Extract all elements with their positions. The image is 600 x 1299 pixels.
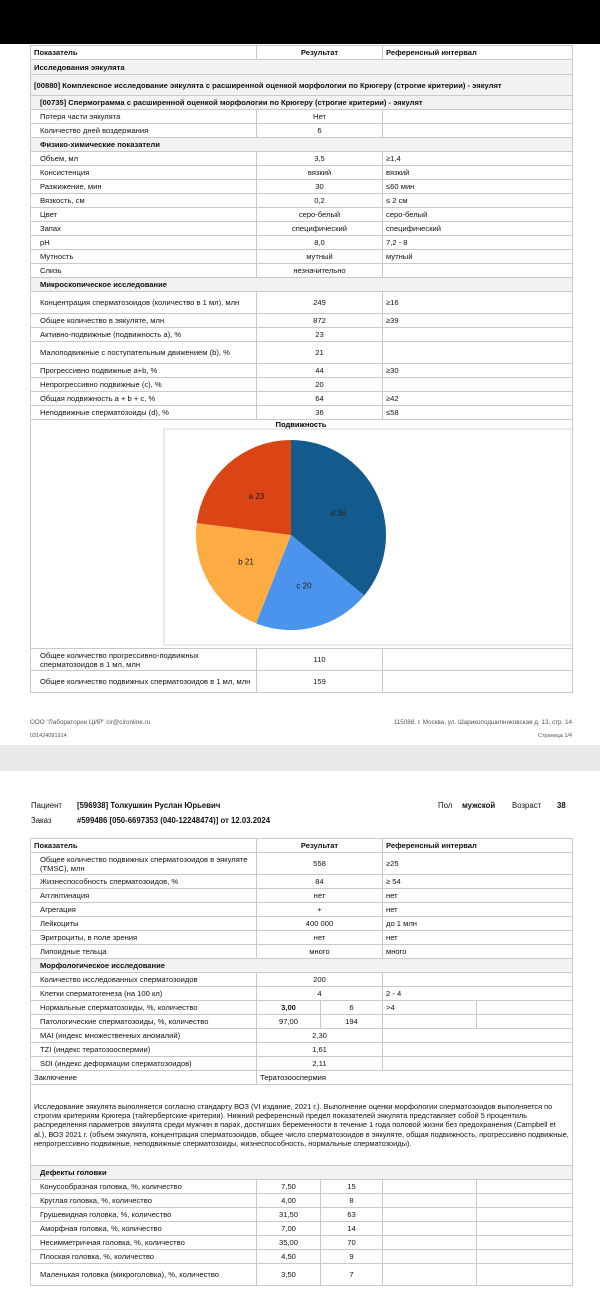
conclusion-row [31,1071,573,1085]
row-result: серо-белый [257,208,383,222]
table-header [31,839,573,853]
row-result: вязкий [257,166,383,180]
row-result: нет [257,889,383,903]
row-reference [383,1180,477,1194]
row-name: Лейкоциты [31,917,257,931]
table-row [31,314,573,328]
row-count: 8 [321,1194,383,1208]
row-result: 4 [257,987,383,1001]
pie-label-c: c 20 [296,581,312,591]
row-result: 200 [257,973,383,987]
section-row [31,278,573,292]
results-table-page1 [30,45,573,693]
footer-lab-name: ООО "Лаборатории ЦИР" cir@cironline.ru [30,719,151,726]
order-value: #599486 [050-6697353 (040-12248474)] от 12.03.2024 [77,816,271,825]
table-row [31,364,573,378]
row-name: Общее количество в эякуляте, млн [31,314,257,328]
row-result: 2,30 [257,1029,383,1043]
row-reference [383,1222,477,1236]
results-table-page2 [30,838,573,1286]
row-percent: 4,00 [257,1194,321,1208]
section-title: Дефекты головки [31,1166,573,1180]
chart-row [31,420,573,649]
order-label: Заказ [31,816,52,825]
footer-code: 031424091914 [30,733,67,739]
motility-pie-chart [31,420,571,646]
row-result: 84 [257,875,383,889]
row-extra [477,1250,573,1264]
table-row [31,1180,573,1194]
row-extra [477,1264,573,1286]
row-result: 64 [257,392,383,406]
age-value: 38 [557,801,566,810]
row-count: 14 [321,1222,383,1236]
table-row [31,903,573,917]
row-reference [383,1264,477,1286]
row-count: 194 [321,1015,383,1029]
row-result: + [257,903,383,917]
row-reference: вязкий [383,166,573,180]
row-name: Конусообразная головка, %, количество [31,1180,257,1194]
header-result: Результат [257,839,383,853]
section-title: Морфологическое исследование [31,959,573,973]
row-result: специфический [257,222,383,236]
table-row [31,194,573,208]
row-percent: 7,50 [257,1180,321,1194]
table-row [31,124,573,138]
table-row [31,166,573,180]
row-result: незначительно [257,264,383,278]
row-reference: ≥1,4 [383,152,573,166]
age-label: Возраст [512,801,542,810]
row-result: 6 [257,124,383,138]
pie-label-d: d 36 [330,508,347,518]
row-extra [477,1208,573,1222]
row-extra [477,1180,573,1194]
row-result: 400 000 [257,917,383,931]
row-percent: 97,00 [257,1015,321,1029]
table-row [31,1236,573,1250]
note-row [31,1085,573,1166]
row-reference: ≥30 [383,364,573,378]
table-row [31,292,573,314]
row-name: Агрегация [31,903,257,917]
row-reference [383,378,573,392]
row-percent: 31,50 [257,1208,321,1222]
row-name: Грушевидная головка, %, количество [31,1208,257,1222]
table-row [31,987,573,1001]
row-reference: специфический [383,222,573,236]
conclusion-label: Заключение [31,1071,257,1085]
table-row [31,649,573,671]
row-name: Неподвижные сперматозоиды (d), % [31,406,257,420]
row-name: Запах [31,222,257,236]
table-row [31,222,573,236]
sex-label: Пол [438,801,453,810]
row-name: Непрогрессивно подвижные (с), % [31,378,257,392]
row-reference [383,110,573,124]
row-reference [383,1015,477,1029]
row-name: Цвет [31,208,257,222]
row-result: 110 [257,649,383,671]
row-reference [383,342,573,364]
table-row [31,853,573,875]
top-status-bar [0,0,600,44]
table-row [31,236,573,250]
patient-value: [596938] Толкушкин Руслан Юрьевич [77,801,221,810]
row-count: 70 [321,1236,383,1250]
row-name: Разжижение, мин [31,180,257,194]
row-percent: 35,00 [257,1236,321,1250]
table-row [31,671,573,693]
table-row [31,945,573,959]
row-result: 36 [257,406,383,420]
row-reference: много [383,945,573,959]
row-name: Потеря части эякулята [31,110,257,124]
row-reference [383,264,573,278]
table-row [31,1250,573,1264]
section-row [31,138,573,152]
row-reference: нет [383,931,573,945]
row-result: 3,5 [257,152,383,166]
table-row [31,1222,573,1236]
row-result: 30 [257,180,383,194]
row-count: 6 [321,1001,383,1015]
table-row [31,1194,573,1208]
row-result: 558 [257,853,383,875]
section-title: Физико-химические показатели [31,138,573,152]
row-name: Плоская головка, %, количество [31,1250,257,1264]
row-result: 23 [257,328,383,342]
row-reference: нет [383,903,573,917]
pie-slice-a [197,440,291,535]
row-name: SDI (индекс деформации сперматозоидов) [31,1057,257,1071]
row-result: 159 [257,671,383,693]
pie-label-b: b 21 [238,557,254,567]
row-name: Агглютинация [31,889,257,903]
row-name: Количество дней воздержания [31,124,257,138]
row-result: 1,61 [257,1043,383,1057]
table-row [31,931,573,945]
row-name: Эритроциты, в поле зрения [31,931,257,945]
table-row [31,406,573,420]
row-reference: ≤60 мин [383,180,573,194]
row-name: pH [31,236,257,250]
row-name: Аморфная головка, %, количество [31,1222,257,1236]
header-indicator: Показатель [31,839,257,853]
section-row [31,96,573,110]
row-extra [477,1222,573,1236]
row-result: 872 [257,314,383,328]
section-title: Микроскопическое исследование [31,278,573,292]
row-name: Количество исследованных сперматозоидов [31,973,257,987]
table-row [31,1057,573,1071]
table-row [31,110,573,124]
row-reference: до 1 млн [383,917,573,931]
table-row [31,152,573,166]
row-name: Маленькая головка (микроголовка), %, количество [31,1264,257,1286]
row-reference [383,1043,573,1057]
row-result: 249 [257,292,383,314]
row-reference [383,649,573,671]
chart-title: Подвижность [275,420,327,429]
table-row [31,378,573,392]
row-count: 9 [321,1250,383,1264]
row-name: Общее количество прогрессивно-подвижных сперматозоидов в 1 мл, млн [31,649,257,671]
section-row [31,1166,573,1180]
row-reference: ≥39 [383,314,573,328]
table-row [31,250,573,264]
row-count: 15 [321,1180,383,1194]
table-row [31,208,573,222]
section-row [31,75,573,96]
row-name: Слизь [31,264,257,278]
row-result: Нет [257,110,383,124]
row-reference: 7,2 - 8 [383,236,573,250]
row-result: 0,2 [257,194,383,208]
row-name: Нормальные сперматозоиды, %, количество [31,1001,257,1015]
row-result: мутный [257,250,383,264]
table-row [31,1208,573,1222]
row-name: Мутность [31,250,257,264]
row-reference: ≥ 54 [383,875,573,889]
row-reference: серо-белый [383,208,573,222]
row-extra [477,1194,573,1208]
footer-page-number: Страница 1/4 [537,733,572,739]
table-row [31,889,573,903]
row-name: Общее количество подвижных сперматозоидов в 1 мл, млн [31,671,257,693]
patient-label: Пациент [31,801,62,810]
row-name: TZI (индекс тератозооспермии) [31,1043,257,1057]
sex-value: мужской [462,801,496,810]
table-header [31,46,573,60]
row-name: Липоидные тельца [31,945,257,959]
header-result: Результат [257,46,383,60]
row-name: MAI (индекс множественных аномалий) [31,1029,257,1043]
row-reference: ≥25 [383,853,573,875]
row-reference: ≤ 2 см [383,194,573,208]
row-name: Малоподвижные с поступательным движением (b), % [31,342,257,364]
row-reference [383,1029,573,1043]
conclusion-value: Тератозооспермия [257,1071,573,1085]
row-result: 44 [257,364,383,378]
row-name: Несимметричная головка, %, количество [31,1236,257,1250]
row-percent: 3,50 [257,1264,321,1286]
row-reference [383,1208,477,1222]
table-row [31,1043,573,1057]
row-reference: ≥16 [383,292,573,314]
row-count: 63 [321,1208,383,1222]
complex-test-title: [00880] Комплексное исследование эякулята с расширенной оценкой морфологии по Крюгеру (строгие критерии) - эякулят [31,75,573,96]
pie-label-a: a 23 [248,491,265,501]
row-name: Вязкость, см [31,194,257,208]
table-row [31,1015,573,1029]
header-reference: Референсный интервал [383,46,573,60]
methodology-note: Исследование эякулята выполняется согласно стандарту ВОЗ (VI издание, 2021 г.). Выполнение оценки морфологии сперматозоидов выполняется по строгим критериям Крюгера (тайгербергские критерии). Нижний референсный предел показателей эякулята представляет собой 5 процентиль распределения параметров эякулята среди мужчин в парах, достигших беременности в течение 1 года половой жизни без предохранения (Campbell et al.), ВОЗ 2021 г. (объем эякулята, концентрация сперматозоидов, общее число сперматозоидов в эякуляте, общая подвижность, прогрессивно подвижные, непрогрессивно подвижные, неподвижные сперматозоиды, жизнеспособность, нормальные сперматозоиды). [31,1085,573,1166]
row-name: Жизнеспособность сперматозоидов, % [31,875,257,889]
row-reference: ≥42 [383,392,573,406]
table-row [31,328,573,342]
table-row [31,875,573,889]
row-name: Объем, мл [31,152,257,166]
row-name: Концентрация сперматозоидов (количество в 1 мл), млн [31,292,257,314]
spermogram-title: [00735] Спермограмма с расширенной оценкой морфологии по Крюгеру (строгие критерии) - эякулят [31,96,573,110]
row-reference [383,1250,477,1264]
row-name: Консистенция [31,166,257,180]
header-reference: Референсный интервал [383,839,573,853]
row-name: Активно-подвижные (подвижность а), % [31,328,257,342]
table-row [31,1001,573,1015]
row-extra [477,1236,573,1250]
row-reference [383,1194,477,1208]
row-extra [477,1001,573,1015]
row-result: 8,0 [257,236,383,250]
row-count: 7 [321,1264,383,1286]
row-reference: >4 [383,1001,477,1015]
table-row [31,392,573,406]
row-result: нет [257,931,383,945]
footer-address: 115088, г. Москва, ул. Шарикоподшипниковская д. 13, стр. 14 [393,719,572,726]
table-row [31,342,573,364]
row-name: Общее количество подвижных сперматозоидов в эякуляте (TMSC), млн [31,853,257,875]
section-row [31,60,573,75]
header-indicator: Показатель [31,46,257,60]
section-row [31,959,573,973]
row-result: 2,11 [257,1057,383,1071]
table-row [31,180,573,194]
row-name: Прогрессивно подвижные a+b, % [31,364,257,378]
page-separator [0,745,600,771]
row-reference: ≤58 [383,406,573,420]
table-row [31,264,573,278]
row-reference [383,671,573,693]
section-title: Исследования эякулята [31,60,573,75]
row-result: много [257,945,383,959]
row-percent: 4,50 [257,1250,321,1264]
table-row [31,1264,573,1286]
row-result: 21 [257,342,383,364]
table-row [31,917,573,931]
row-reference: 2 - 4 [383,987,573,1001]
table-row [31,973,573,987]
row-reference [383,973,573,987]
row-percent: 3,00 [257,1001,321,1015]
row-name: Круглая головка, %, количество [31,1194,257,1208]
row-result: 20 [257,378,383,392]
row-percent: 7,00 [257,1222,321,1236]
row-reference [383,328,573,342]
row-reference [383,124,573,138]
row-name: Патологические сперматозоиды, %, количество [31,1015,257,1029]
row-reference: мутный [383,250,573,264]
row-name: Клетки сперматогенеза (на 100 кл) [31,987,257,1001]
row-extra [477,1015,573,1029]
row-name: Общая подвижность a + b + c, % [31,392,257,406]
row-reference [383,1057,573,1071]
table-row [31,1029,573,1043]
row-reference [383,1236,477,1250]
row-reference: нет [383,889,573,903]
